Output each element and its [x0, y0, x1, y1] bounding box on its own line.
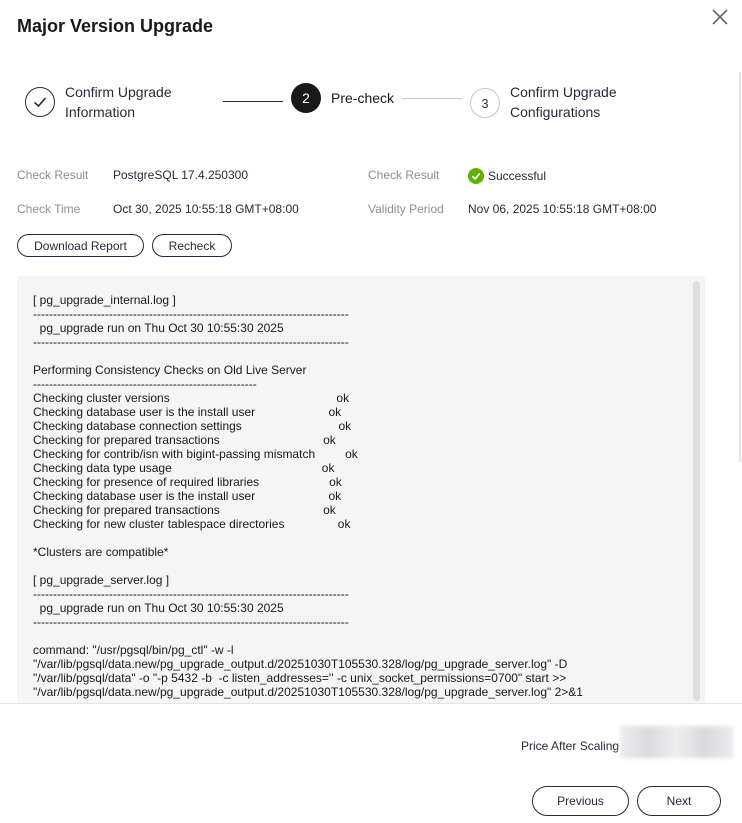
- step-2-label: Pre-check: [331, 90, 395, 106]
- step-2-indicator: 2: [291, 83, 321, 113]
- status-label: Check Result: [368, 168, 440, 182]
- check-time-label: Check Time: [17, 202, 81, 216]
- validity-period-label: Validity Period: [368, 202, 444, 216]
- next-button[interactable]: Next: [637, 786, 721, 816]
- close-icon[interactable]: [708, 5, 732, 29]
- previous-button[interactable]: Previous: [532, 786, 629, 816]
- step-connector-2: [402, 98, 462, 99]
- success-check-icon: [468, 168, 484, 184]
- check-time-value: Oct 30, 2025 10:55:18 GMT+08:00: [113, 202, 299, 216]
- validity-period-value: Nov 06, 2025 10:55:18 GMT+08:00: [468, 202, 657, 216]
- dialog-edge-scrollbar: [739, 72, 741, 462]
- recheck-button[interactable]: Recheck: [152, 234, 232, 257]
- download-report-button[interactable]: Download Report: [17, 234, 144, 257]
- status-value: Successful: [488, 169, 547, 183]
- check-result-value: PostgreSQL 17.4.250300: [113, 168, 248, 182]
- step-1-label: Confirm Upgrade Information: [65, 84, 172, 120]
- check-result-label: Check Result: [17, 168, 89, 182]
- check-icon: [32, 94, 48, 110]
- step-1-done-indicator: [25, 87, 55, 117]
- step-3-label: Confirm Upgrade Configurations: [510, 84, 617, 120]
- price-after-scaling-label: Price After Scaling: [521, 739, 620, 753]
- dialog-title: Major Version Upgrade: [17, 16, 214, 36]
- log-scrollbar-thumb[interactable]: [693, 281, 700, 701]
- footer-divider: [0, 703, 742, 704]
- precheck-log-panel[interactable]: [17, 276, 705, 704]
- price-value-redacted: [620, 726, 733, 758]
- step-3-indicator: 3: [470, 88, 500, 118]
- step-connector-1: [223, 101, 283, 102]
- precheck-log-text: [ pg_upgrade_internal.log ] ------------------------------------------------------------------------------- pg_upgrade run on Thu Oct 30 10:55:30 2025 ------------------------------------------------------------------------------- Performing Consistency Checks on Old Live Server -------------------------------------------------------- Checking cluster versions ok Checking database user is the install user ok Checking database connection settings ok Checking for prepared transactions ok Checking for contrib/isn with bigint-passing mismatch ok Checking data type usage ok Checking for presence of required libraries ok Checking database user is the install user ok Checking for prepared transactions ok Checking for new cluster tablespace directories ok *Clusters are compatible* [ pg_upgrade_server.log ] ------------------------------------------------------------------------------- pg_upgrade run on Thu Oct 30 10:55:30 2025 ------------------------------------------------------------------------------- command: "/usr/pgsql/bin/pg_ctl" -w -l "/var/lib/pgsql/data.new/pg_upgrade_output.d/20251030T105530.328/log/pg_upgrade_server.log" -D "/var/lib/pgsql/data" -o "-p 5432 -b -c listen_addresses='' -c unix_socket_permissions=0700" start >> "/var/lib/pgsql/data.new/pg_upgrade_output.d/20251030T105530.328/log/pg_upgrade_server.log" 2>&1: [33, 293, 583, 699]
